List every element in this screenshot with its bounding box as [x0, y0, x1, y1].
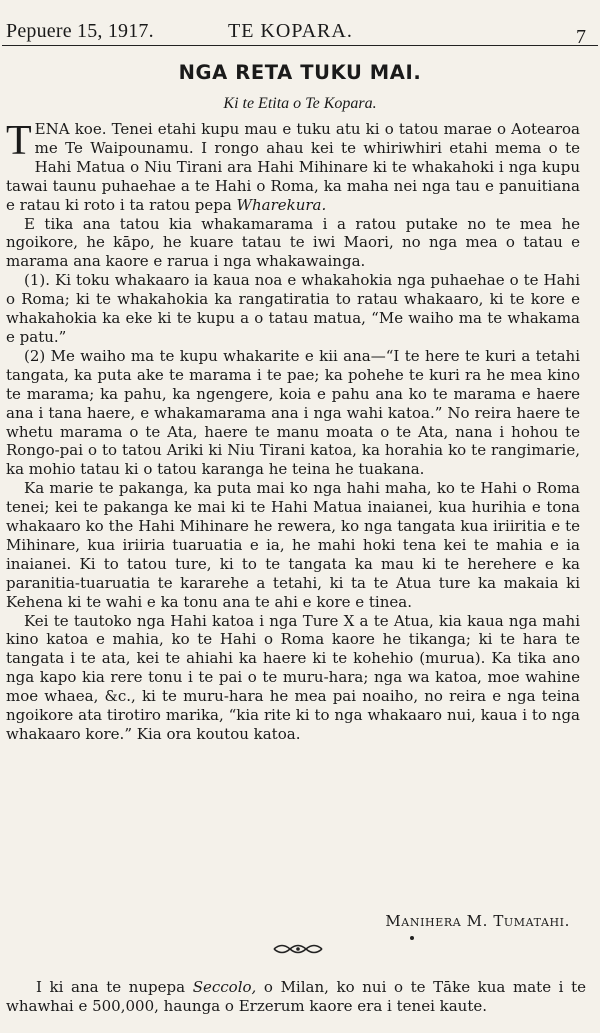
paragraph-3: (1). Ki toku whakaaro ia kaua noa e whakahokia nga puhaehae o te Hahi o Roma; ki te whakahokia ka rangatiratia to ratau whakaaro, ki te kore e whakahokia ka eke ki te kupu a o tatau matua, “Me waiho ma te whakama e patu.” — [6, 271, 580, 346]
paragraph-1-text: ENA koe. Tenei etahi kupu mau e tuku atu ki o tatou marae o Aotearoa me Te Waipounamu. I rongo ahau kei te whiriwhiri etahi mema o te Hahi Matua o Niu Tirani ara Hahi Mihinare ki te whakahoki i nga kupu tawai taunu puhaehae a te Hahi o Roma, ka maha nei nga tau e panuitiana e ratau ki roto i ta ratou pepa — [6, 120, 580, 214]
divider-ornament-icon — [272, 942, 324, 956]
news-note-text-b: o Milan, ko nui o te Tāke kua mate i te whawhai e 500,000, haunga o Erzerum kaore era i tenei kaute. — [6, 978, 587, 1015]
newspaper-name-italic: Seccolo, — [192, 978, 257, 996]
paper-title-italic: Wharekura. — [236, 195, 327, 214]
header-rule — [2, 45, 598, 46]
issue-date: Pepuere 15, 1917. — [6, 20, 154, 42]
paragraph-5: Ka marie te pakanga, ka puta mai ko nga hahi maha, ko te Hahi o Roma tenei; kei te pakanga ke mai ki te Hahi Matua inaianei, kua hurihia e tona whakaaro ko the Hahi Mihinare he rewera, ko nga tangata kua iriiritia e te Mihinare, kua iriiria tuaruatia e ia, he mahi hoki tena kei te mahia e ia inaianei. Ki to tatou ture, ki to te tangata ka mau ki te herehere e ka paranitia-tuaruatia te kararehe a tetahi, ki ta te Atua ture ka makaia ki Kehena ki te wahi e ka tonu ana te ahi e kore e tinea. — [6, 479, 580, 611]
page-number: 7 — [576, 26, 586, 48]
letter-signature: Manihera M. Tumatahi. — [385, 912, 570, 930]
article-subtitle: Ki te Etita o Te Kopara. — [223, 95, 377, 112]
paragraph-2: E tika ana tatou kia whakamarama i a ratou putake no te mea he ngoikore, he kāpo, he kuare tatau te iwi Maori, no nga mea o tatau e marama ana kaore e rarua i nga whakawainga. — [6, 214, 580, 271]
newspaper-name: TE KOPARA. — [228, 20, 353, 42]
news-note — [6, 978, 586, 1016]
paragraph-4: (2) Me waiho ma te kupu whakarite e kii ana—“I te here te kuri a tetahi tangata, ka puta ake te marama i te pae; ka pohehe te kuri ra he mea kino te marama; ka pahu, ka ngengere, koia e pahu ana ko te marama e haere ana i tana haere, e whakamarama ana i nga wahi katoa.” No reira haere te whetu marama o te Ata, haere te manu moata o te Ata, nana i hohou te Rongo-pai o to tatou Ariki ki Niu Tirani katoa, ka horahia ko te rangimarie, ka mohio tatau ki o tatou karanga he teina he tuakana. — [6, 346, 580, 479]
drop-cap: T — [6, 118, 32, 164]
article-body — [6, 120, 580, 744]
news-note-text-a: I ki ana te nupepa — [36, 978, 193, 996]
page-header — [0, 14, 600, 48]
article-title: NGA RETA TUKU MAI. — [178, 61, 422, 84]
paragraph-1 — [6, 120, 580, 215]
paragraph-6: Kei te tautoko nga Hahi katoa i nga Ture X a te Atua, kia kaua nga mahi kino katoa e mahia, ko te Hahi o Roma kaore he tikanga; ki te hara te tangata i te ata, kei te ahiahi ka haere ki te kohehio (murua). Ka tika ano nga kapo kia rere tonu i te pai o te muru-hara; nga wa katoa, moe wahine moe whaea, &c., ki te muru-hara he mea pai noaiho, no reira e nga teina ngoikore ata tirotiro marika, “kia rite ki to nga whakaaro nui, kaua i to nga whakaaro kore.” Kia ora koutou katoa. — [6, 611, 580, 743]
ink-dot — [410, 936, 414, 940]
